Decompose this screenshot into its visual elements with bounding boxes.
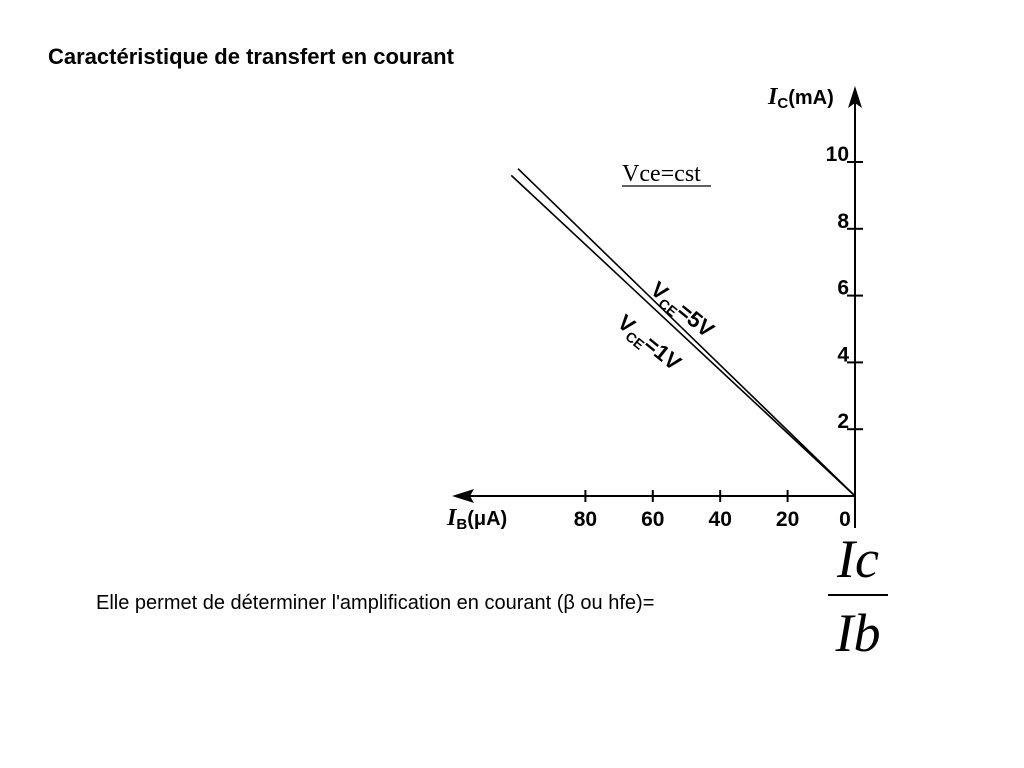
x-tick-label: 0 xyxy=(839,508,851,531)
y-axis-label xyxy=(767,84,834,112)
x-axis-label-sub: B xyxy=(456,516,468,533)
annotation-vce-cst: Vce=cst xyxy=(622,161,701,187)
x-tick-label: 20 xyxy=(775,508,800,531)
series-line-vce-5v xyxy=(518,169,855,496)
y-tick-label: 2 xyxy=(837,410,849,434)
chart-series xyxy=(511,169,855,496)
x-tick-label: 60 xyxy=(641,508,665,531)
x-axis-label-main: I xyxy=(447,505,457,531)
slide-title: Caractéristique de transfert en courant xyxy=(48,44,454,69)
series-label-vce-1v-sub: CE xyxy=(622,328,648,353)
series-label-vce-1v-main: V xyxy=(612,309,641,339)
fraction-denominator: Ib xyxy=(835,603,881,663)
y-tick-label: 6 xyxy=(837,276,849,300)
series-label-vce-1v xyxy=(611,309,686,377)
gain-fraction xyxy=(828,528,888,664)
series-label-vce-5v-value: =5V xyxy=(672,297,720,343)
y-tick-label: 8 xyxy=(837,209,849,233)
x-tick-label: 80 xyxy=(573,508,598,531)
x-axis-label-unit: (μA) xyxy=(467,508,508,530)
series-label-vce-1v-value: =1V xyxy=(639,330,687,376)
fraction-bar xyxy=(828,594,888,596)
fraction-numerator: Ic xyxy=(837,529,879,589)
x-tick-label: 40 xyxy=(708,508,732,531)
series-line-vce-1v xyxy=(511,175,855,496)
y-axis-label-unit: (mA) xyxy=(788,87,834,109)
series-label-vce-5v-main: V xyxy=(645,276,674,306)
y-tick-label: 4 xyxy=(837,343,849,367)
y-tick-label: 10 xyxy=(825,143,849,166)
y-axis-label-main: I xyxy=(768,84,778,110)
y-axis-label-sub: C xyxy=(777,95,789,112)
series-label-vce-5v-sub: CE xyxy=(655,295,681,320)
y-axis-ticks xyxy=(826,143,863,433)
x-axis-label xyxy=(446,505,507,533)
amplification-note: Elle permet de déterminer l'amplification en courant (β ou hfe)= xyxy=(96,592,655,614)
